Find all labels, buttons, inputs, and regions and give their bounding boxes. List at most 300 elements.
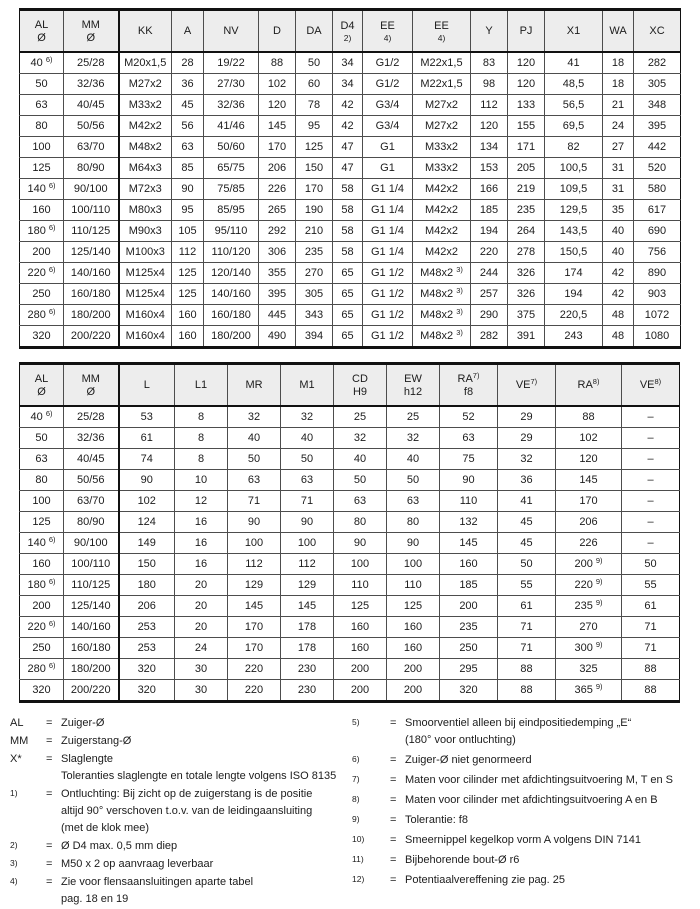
table-cell: 80/90: [64, 158, 119, 179]
footnote-term: 7): [352, 774, 360, 784]
column-header: [603, 10, 634, 53]
footnote-text: [61, 733, 352, 750]
table-cell: 40: [603, 242, 634, 263]
catalog-datasheet-page: [0, 8, 700, 905]
table-cell: 264: [508, 221, 545, 242]
table-cell: 320: [119, 680, 175, 702]
table-cell: 200: [334, 680, 387, 702]
table-cell: M48x2 $^{3)}$: [413, 284, 471, 305]
table-cell: G3/4: [363, 116, 413, 137]
table-cell: 160: [387, 638, 440, 659]
footnote-equals-sign: =: [46, 840, 53, 852]
table-cell: 282: [471, 326, 508, 348]
table-cell: 150: [296, 158, 333, 179]
table-row: [20, 95, 681, 116]
column-header-label: MM: [81, 372, 100, 385]
footnote-term: 9): [352, 814, 360, 824]
table-cell: 200: [20, 596, 64, 617]
table-row: [20, 284, 681, 305]
table-cell: 140/160: [64, 617, 119, 638]
table-cell: M90x3: [119, 221, 172, 242]
column-header: [334, 364, 387, 407]
table-cell: 170: [228, 617, 281, 638]
table-cell: 63/70: [64, 137, 119, 158]
table-cell: G1 1/4: [363, 221, 413, 242]
table-cell: 220: [228, 659, 281, 680]
table-cell: 756: [634, 242, 681, 263]
table-row: [20, 305, 681, 326]
table-cell: 145: [228, 596, 281, 617]
table-cell: M42x2: [413, 200, 471, 221]
table-cell: 50: [296, 52, 333, 74]
table-cell: 90: [119, 470, 175, 491]
table-cell: 210: [296, 221, 333, 242]
table-cell: 61: [498, 596, 556, 617]
column-header-label: D4: [340, 19, 355, 32]
table-cell: –: [622, 406, 680, 428]
table-cell: 300 $^{9)}$: [556, 638, 622, 659]
table-cell: 80: [20, 470, 64, 491]
table-cell: 32: [387, 428, 440, 449]
footnote-marker: 9): [595, 577, 603, 586]
table-cell: 243: [545, 326, 603, 348]
column-header: [228, 364, 281, 407]
column-header-sublabel: 4): [437, 32, 446, 43]
table-cell: G1: [363, 137, 413, 158]
table-cell: 160: [334, 617, 387, 638]
table-cell: M33x2: [119, 95, 172, 116]
table-cell: 100: [281, 533, 334, 554]
footnote-term: 12): [352, 874, 365, 884]
footnote-item: [10, 751, 352, 785]
table-cell: 160/180: [204, 305, 259, 326]
table-cell: 391: [508, 326, 545, 348]
table-cell: 109,5: [545, 179, 603, 200]
footnote-text: [405, 812, 698, 829]
table-cell: 140 $^{6)}$: [20, 179, 64, 200]
table-cell: 28: [172, 52, 204, 74]
table-cell: 120: [508, 52, 545, 74]
table-cell: 365 $^{9)}$: [556, 680, 622, 702]
column-header: [556, 364, 622, 407]
footnote-marker: 6): [45, 409, 53, 418]
table-cell: 305: [634, 74, 681, 95]
footnote-marker: 6): [48, 577, 56, 586]
table-cell: 63: [387, 491, 440, 512]
table-cell: 320: [20, 326, 64, 348]
footnote-marker: 6): [48, 535, 56, 544]
table-cell: 125: [334, 596, 387, 617]
table-row: [20, 406, 680, 428]
footnotes-right-column: [352, 715, 698, 909]
table-cell: M80x3: [119, 200, 172, 221]
table-cell: 42: [603, 284, 634, 305]
table-cell: 250: [20, 638, 64, 659]
footnote-equals-sign: =: [390, 774, 397, 786]
table-cell: 90/100: [64, 533, 119, 554]
footnotes-left-column: [10, 715, 352, 909]
footnote-equals-sign: =: [390, 854, 397, 866]
column-header-label: DA: [306, 24, 322, 37]
table-cell: M42x2: [119, 116, 172, 137]
table-cell: 143,5: [545, 221, 603, 242]
table-cell: 253: [119, 638, 175, 659]
table-cell: 105: [172, 221, 204, 242]
table-cell: 125: [20, 512, 64, 533]
table-cell: 80/90: [64, 512, 119, 533]
footnote-text-line: Zuigerstang-Ø: [61, 735, 132, 747]
table-row: [20, 680, 680, 702]
table-cell: 110: [387, 575, 440, 596]
table-cell: 170: [228, 638, 281, 659]
table-cell: 112: [281, 554, 334, 575]
table-cell: 20: [175, 617, 228, 638]
table-cell: 63: [228, 470, 281, 491]
table-cell: 235: [508, 200, 545, 221]
footnote-item: [352, 872, 698, 889]
table-cell: 40: [387, 449, 440, 470]
table-cell: 50: [20, 428, 64, 449]
table-cell: G3/4: [363, 95, 413, 116]
table-cell: 95/110: [204, 221, 259, 242]
table-cell: 71: [281, 491, 334, 512]
table-cell: 29: [498, 428, 556, 449]
footnote-text: [405, 752, 698, 769]
table-cell: 125: [296, 137, 333, 158]
table-cell: M33x2: [413, 158, 471, 179]
column-header-sublabel: H9: [352, 385, 368, 398]
table-cell: 30: [175, 680, 228, 702]
table-row: [20, 659, 680, 680]
table-cell: 31: [603, 179, 634, 200]
table-row: [20, 554, 680, 575]
table-cell: 145: [556, 470, 622, 491]
table-cell: 326: [508, 284, 545, 305]
table-cell: 220 $^{6)}$: [20, 263, 64, 284]
footnote-text-line: Smoorventiel alleen bij eindpositiedemping „E“: [405, 717, 632, 729]
table-cell: 50: [498, 554, 556, 575]
column-header-label: EW: [404, 372, 422, 385]
table-cell: 226: [259, 179, 296, 200]
table-cell: 320: [20, 680, 64, 702]
column-header: [440, 364, 498, 407]
table-cell: 27/30: [204, 74, 259, 95]
table-cell: 325: [556, 659, 622, 680]
footnote-text-line: Zuiger-Ø: [61, 717, 105, 729]
table-row: [20, 137, 681, 158]
footnote-equals-sign: =: [46, 876, 53, 888]
column-header-label: MM: [81, 18, 100, 31]
table-cell: 160/180: [64, 638, 119, 659]
table-row: [20, 200, 681, 221]
table-cell: 100/110: [64, 554, 119, 575]
footnote-marker: 3): [456, 328, 463, 337]
footnote-text-line: Zuiger-Ø niet genormeerd: [405, 754, 532, 766]
table-cell: M27x2: [413, 116, 471, 137]
table-cell: M42x2: [413, 179, 471, 200]
table-cell: 178: [281, 638, 334, 659]
table-cell: 85: [172, 158, 204, 179]
table-cell: 280 $^{6)}$: [20, 305, 64, 326]
table-cell: 25/28: [64, 52, 119, 74]
table-cell: M22x1,5: [413, 74, 471, 95]
table-cell: 180 $^{6)}$: [20, 221, 64, 242]
table-cell: 442: [634, 137, 681, 158]
table-cell: –: [622, 470, 680, 491]
table-row: [20, 52, 681, 74]
column-header: [172, 10, 204, 53]
table-cell: G1 1/2: [363, 326, 413, 348]
table-cell: 71: [622, 617, 680, 638]
table-cell: 180/200: [204, 326, 259, 348]
table-cell: M27x2: [119, 74, 172, 95]
footnote-marker: 9): [595, 682, 603, 691]
column-header: [119, 364, 175, 407]
table-cell: 52: [440, 406, 498, 428]
table-cell: 48: [603, 326, 634, 348]
column-header-label: L: [143, 378, 150, 391]
table-cell: 88: [498, 659, 556, 680]
footnote-text: [61, 715, 352, 732]
footnote-term: 11): [352, 854, 364, 864]
table-cell: 180: [119, 575, 175, 596]
table-cell: 149: [119, 533, 175, 554]
table-cell: 32: [281, 406, 334, 428]
footnote-marker: 6): [48, 307, 56, 316]
footnote-text-line: pag. 18 en 19: [61, 893, 129, 905]
table-cell: 205: [508, 158, 545, 179]
table-cell: 40 $^{6)}$: [20, 406, 64, 428]
column-header-label: MR: [245, 378, 263, 391]
table-cell: 25/28: [64, 406, 119, 428]
table-cell: 80: [20, 116, 64, 137]
table-cell: 375: [508, 305, 545, 326]
table-row: [20, 533, 680, 554]
footnote-text-line: Bijbehorende bout-Ø r6: [405, 854, 520, 866]
table-cell: 8: [175, 428, 228, 449]
table-cell: 194: [545, 284, 603, 305]
table-cell: 140/160: [204, 284, 259, 305]
table-cell: 58: [333, 179, 363, 200]
table-cell: 10: [175, 470, 228, 491]
footnote-text: [61, 838, 352, 855]
footnote-term: MM: [10, 735, 29, 747]
table-cell: 18: [603, 74, 634, 95]
table-cell: 170: [556, 491, 622, 512]
table-cell: 90: [172, 179, 204, 200]
table-cell: M20x1,5: [119, 52, 172, 74]
footnote-text-line: Toleranties slaglengte en totale lengte volgens ISO 8135: [61, 770, 337, 782]
footnote-text-line: (180° voor ontluchting): [405, 734, 516, 746]
table-cell: 160/180: [64, 284, 119, 305]
table-cell: 124: [119, 512, 175, 533]
table-cell: 220 $^{6)}$: [20, 617, 64, 638]
table-cell: –: [622, 428, 680, 449]
table-cell: 88: [622, 680, 680, 702]
column-header-sublabel: 2): [343, 32, 352, 43]
column-header-label: A: [183, 24, 192, 37]
table-cell: M125x4: [119, 263, 172, 284]
table-cell: 16: [175, 533, 228, 554]
table-cell: 160: [172, 305, 204, 326]
table-cell: 394: [296, 326, 333, 348]
column-header-label: KK: [137, 24, 153, 37]
column-header: [363, 10, 413, 53]
table-cell: 50: [334, 470, 387, 491]
footnote-item: [352, 715, 698, 749]
column-header-label: EE: [380, 19, 395, 32]
table-cell: 129,5: [545, 200, 603, 221]
table-cell: 29: [498, 406, 556, 428]
footnote-term: X*: [10, 753, 22, 765]
column-header-label: D: [273, 24, 281, 37]
footnote-marker: 6): [48, 619, 56, 628]
table-cell: 95: [296, 116, 333, 137]
table-cell: 63: [172, 137, 204, 158]
table-cell: 185: [440, 575, 498, 596]
table-cell: 50/60: [204, 137, 259, 158]
table-cell: M27x2: [413, 95, 471, 116]
table-cell: 20: [175, 575, 228, 596]
table-cell: M42x2: [413, 221, 471, 242]
column-header-label: AL: [34, 372, 49, 385]
table-cell: M48x2 $^{3)}$: [413, 326, 471, 348]
table-cell: 71: [622, 638, 680, 659]
footnote-item: [352, 752, 698, 769]
column-header-label: XC: [649, 24, 665, 37]
table-cell: 65/75: [204, 158, 259, 179]
table-cell: 53: [119, 406, 175, 428]
table-cell: 47: [333, 158, 363, 179]
table-row: [20, 617, 680, 638]
table-row: [20, 74, 681, 95]
footnote-text: [61, 874, 352, 908]
column-header-label: RA$^{8)}$: [577, 376, 600, 391]
table-cell: 150,5: [545, 242, 603, 263]
table-cell: 30: [175, 659, 228, 680]
table-cell: 219: [508, 179, 545, 200]
footnote-equals-sign: =: [390, 717, 397, 729]
table-cell: 88: [498, 680, 556, 702]
column-header-label: Y: [485, 24, 493, 37]
table-row: [20, 221, 681, 242]
table-cell: 200: [387, 680, 440, 702]
table-cell: 88: [259, 52, 296, 74]
column-header-label: VE$^{8)}$: [639, 376, 662, 391]
footnote-marker: 3): [456, 265, 463, 274]
footnote-equals-sign: =: [390, 814, 397, 826]
table-cell: 185: [471, 200, 508, 221]
footnote-marker: 9): [595, 640, 603, 649]
footnote-term: AL: [10, 717, 24, 729]
table-cell: 50: [387, 470, 440, 491]
table-cell: 520: [634, 158, 681, 179]
table-cell: 200: [387, 659, 440, 680]
table-cell: 40: [603, 221, 634, 242]
footnote-text-line: Slaglengte: [61, 753, 113, 765]
footnote-marker: 9): [595, 598, 603, 607]
table-row: [20, 512, 680, 533]
table-row: [20, 638, 680, 659]
table-cell: 129: [228, 575, 281, 596]
table-cell: 290: [471, 305, 508, 326]
table-cell: 16: [175, 554, 228, 575]
table-cell: G1: [363, 158, 413, 179]
table-cell: 90/100: [64, 179, 119, 200]
table-cell: 112: [172, 242, 204, 263]
footnote-term: 10): [352, 834, 365, 844]
table-cell: 98: [471, 74, 508, 95]
table-cell: 280 $^{6)}$: [20, 659, 64, 680]
table-cell: 65: [333, 326, 363, 348]
footnote-item: [10, 715, 352, 732]
table-cell: 903: [634, 284, 681, 305]
footnote-text-line: (met de klok mee): [61, 822, 150, 834]
table-cell: 27: [603, 137, 634, 158]
table-cell: 65: [333, 284, 363, 305]
header-row: [20, 364, 680, 407]
table-cell: 85/95: [204, 200, 259, 221]
table-cell: 42: [603, 263, 634, 284]
column-header-sublabel: h12: [403, 385, 423, 398]
column-header: [20, 10, 64, 53]
table-cell: 32: [498, 449, 556, 470]
footnote-marker: 7): [530, 376, 538, 386]
column-header: [64, 10, 119, 53]
table-cell: 125: [172, 284, 204, 305]
footnote-marker: 6): [48, 661, 56, 670]
table-cell: 206: [119, 596, 175, 617]
table-cell: 41: [545, 52, 603, 74]
footnote-equals-sign: =: [46, 858, 53, 870]
table-cell: 88: [556, 406, 622, 428]
table-cell: 41: [498, 491, 556, 512]
column-header: [634, 10, 681, 53]
footnote-term: 5): [352, 717, 360, 727]
footnote-equals-sign: =: [46, 788, 53, 800]
table-cell: 580: [634, 179, 681, 200]
column-header-sublabel: Ø: [86, 385, 96, 398]
table-cell: 58: [333, 200, 363, 221]
table-cell: 36: [498, 470, 556, 491]
table-cell: 170: [296, 179, 333, 200]
column-header-label: EE: [434, 19, 449, 32]
table-cell: 178: [281, 617, 334, 638]
footnote-text-line: Ø D4 max. 0,5 mm diep: [61, 840, 178, 852]
table-cell: 150: [119, 554, 175, 575]
table-cell: 100/110: [64, 200, 119, 221]
table-cell: 145: [281, 596, 334, 617]
footnote-text-line: Maten voor cilinder met afdichtingsuitvoering A en B: [405, 794, 658, 806]
column-header-label: RA$^{7)}$: [457, 370, 480, 385]
table-cell: 65: [333, 305, 363, 326]
table-cell: 320: [440, 680, 498, 702]
table-cell: 250: [20, 284, 64, 305]
table-row: [20, 242, 681, 263]
table-cell: 171: [508, 137, 545, 158]
table-cell: M22x1,5: [413, 52, 471, 74]
table-cell: 61: [622, 596, 680, 617]
table-cell: 153: [471, 158, 508, 179]
header-row: [20, 10, 681, 53]
table-cell: 50: [20, 74, 64, 95]
table-cell: 1072: [634, 305, 681, 326]
table-cell: 132: [440, 512, 498, 533]
table-cell: 206: [556, 512, 622, 533]
table-cell: –: [622, 512, 680, 533]
table-cell: 25: [387, 406, 440, 428]
table-cell: 160: [387, 617, 440, 638]
